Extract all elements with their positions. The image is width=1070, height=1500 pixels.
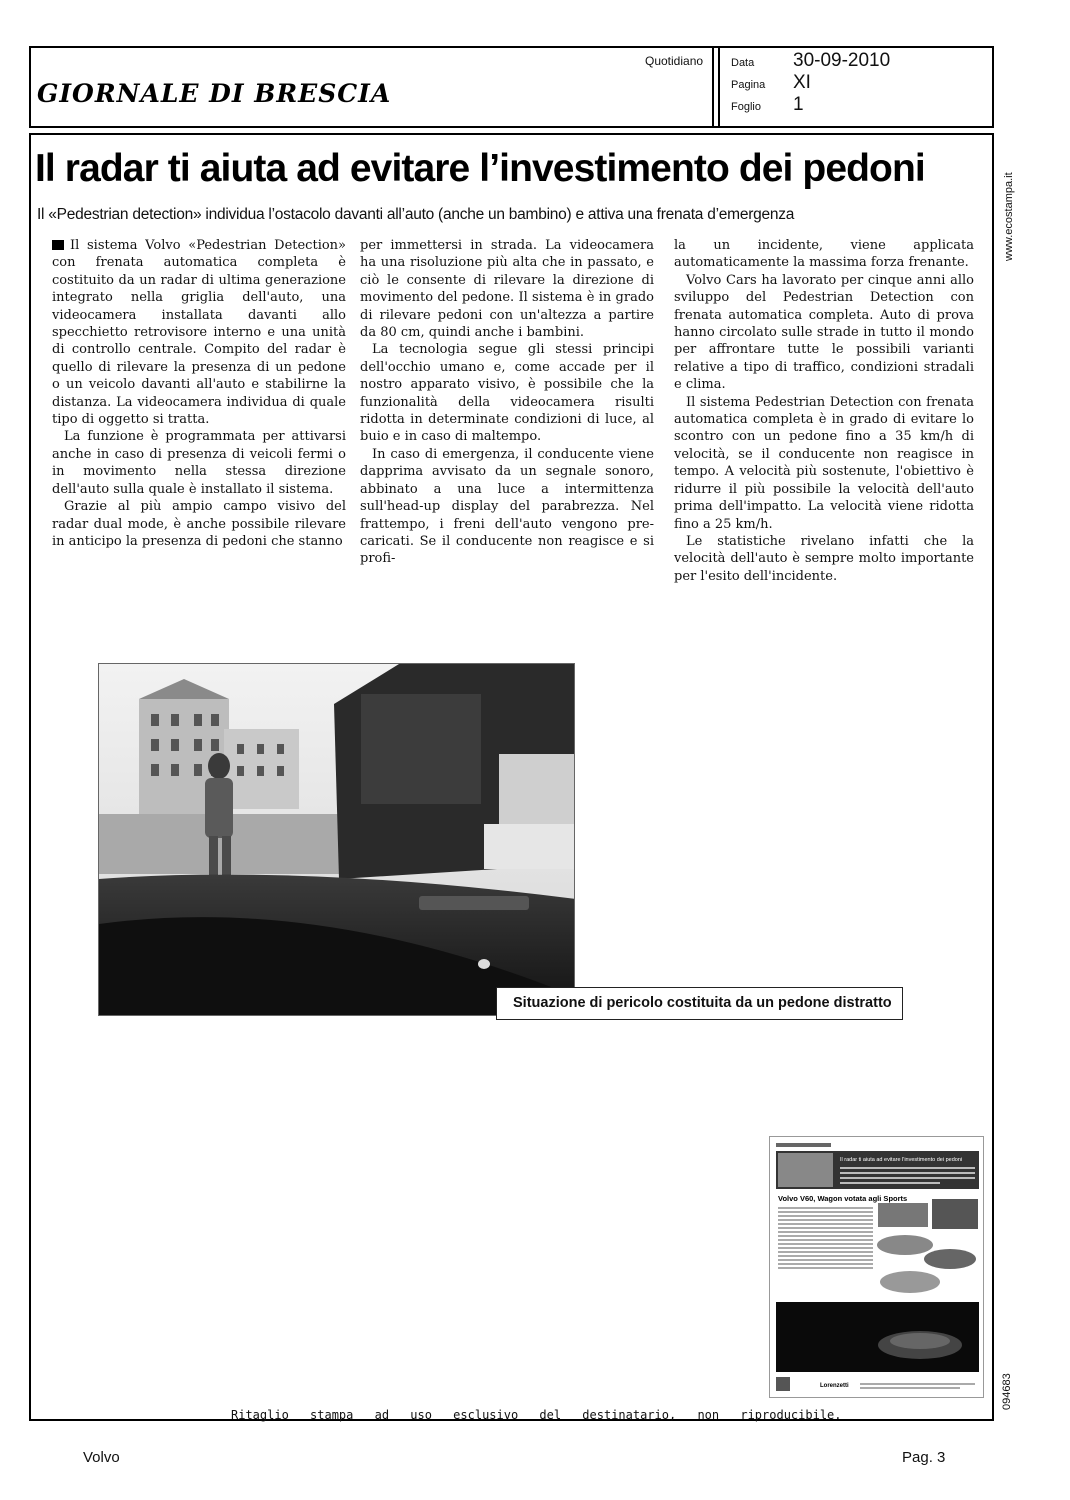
header-divider [712,48,714,126]
paragraph: Le statistiche rivelano infatti che la velocità dell'auto è sempre molto importante per l'esito dell'incidente. [674,533,974,584]
article-photo [98,663,575,1016]
meta-value: XI [793,72,811,93]
header-meta [731,50,890,116]
header-divider [718,48,720,126]
article-column-3 [674,237,974,585]
article-headline: Il radar ti aiuta ad evitare l’investimento dei pedoni [35,147,925,190]
paragraph [52,237,346,428]
page-thumbnail [769,1136,984,1398]
copyright-disclaimer: Ritaglio stampa ad uso esclusivo del destinatario, non riproducibile. [231,1408,842,1422]
photo-caption: Situazione di pericolo costituita da un pedone distratto [496,987,903,1020]
bullet-square-icon [52,240,64,250]
newspaper-header [29,46,994,128]
paragraph: Grazie al più ampio campo visivo del radar dual mode, è anche possibile rilevare in anticipo la presenza di pedoni che stanno [52,499,346,549]
meta-row-date [731,50,890,72]
ecostampa-url: www.ecostampa.it [1003,172,1015,261]
meta-label: Data [731,57,755,69]
meta-label: Foglio [731,101,761,113]
paragraph: la un incidente, viene applicata automaticamente la massima forza frenante. [674,238,974,271]
clipping-code: 094683 [1001,1373,1013,1410]
meta-value: 30-09-2010 [793,50,891,71]
meta-label: Pagina [731,79,766,91]
thumbnail-feature-title: Volvo V60, Wagon votata agli Sports [778,1194,908,1203]
page-thumbnail-image [770,1137,984,1398]
article-column-2 [360,237,654,568]
thumbnail-ad-brand: Lorenzetti [820,1383,849,1389]
paragraph-text: Il sistema Volvo «Pedestrian Detection» con frenata automatica completa è costituito da un radar di ultima generazione integrato nella griglia dell'auto, una videocamera installata davanti allo specchietto retrovisore interno e una unità di controllo centrale. Compito del radar è quello di rilevare la presenza di un pedone o un veicolo davanti all'auto e stabilirne la distanza. La videocamera individua di quale tipo di oggetto si tratta. [52,238,346,428]
article-column-1 [52,237,346,550]
footer-page-number: Pag. 3 [902,1449,946,1466]
meta-row-page [731,72,890,94]
thumbnail-headline: Il radar ti aiuta ad evitare l'investimento dei pedoni [840,1157,963,1163]
masthead: GIORNALE DI BRESCIA [37,79,392,108]
meta-row-sheet [731,94,890,116]
paragraph: La funzione è programmata per attivarsi anche in caso di presenza di veicoli fermi o in movimento nella stessa direzione dell'auto sulla quale è installato il sistema. [52,429,346,497]
paragraph: Il sistema Pedestrian Detection con frenata automatica completa è in grado di evitare lo scontro con un pedone fino a 35 km/h di velocità, se il conducente non reagisce in tempo. A velocità più sostenute, l'obiettivo è ridurre il più possibile la velocità dell'auto prima dell'impatto. La velocità viene ridotta fino a 25 km/h. [674,394,974,532]
publication-type: Quotidiano [645,54,704,68]
paragraph: In caso di emergenza, il conducente viene dapprima avvisato da un segnale sonoro, abbinato a una luce a intermittenza sull'head-up display del parabrezza. Nel frattempo, i freni dell'auto vengono pre-caricati. Se il conducente non reagisce e si profi- [360,446,654,567]
article-clipping [29,133,994,1421]
article-subhead: Il «Pedestrian detection» individua l’ostacolo davanti all’auto (anche un bambino) e attiva una frenata d’emergenza [37,206,795,223]
paragraph: Volvo Cars ha lavorato per cinque anni allo sviluppo del Pedestrian Detection con frenata automatica completa. Auto di prova hanno circolato sulle strade in tutto il mondo per affrontare tutte le possibili varianti relative a tipo di traffico, condizioni stradali e clima. [674,272,974,393]
meta-value: 1 [793,94,804,115]
footer-topic: Volvo [83,1449,120,1466]
paragraph: per immettersi in strada. La videocamera ha una risoluzione più alta che in passato, e ciò le consente di rilevare la direzione di movimento del pedone. Il sistema è in grado di rilevare pedoni con un'altezza a partire da 80 cm, quindi anche i bambini. [360,238,654,341]
pedestrian-scene-image [99,664,575,1016]
paragraph: La tecnologia segue gli stessi principi dell'occhio umano e, come accade per il nostro apparato visivo, è possibile che la funzionalità della videocamera risulti ridotta in determinate condizioni di luce, al buio e in caso di maltempo. [360,342,654,445]
